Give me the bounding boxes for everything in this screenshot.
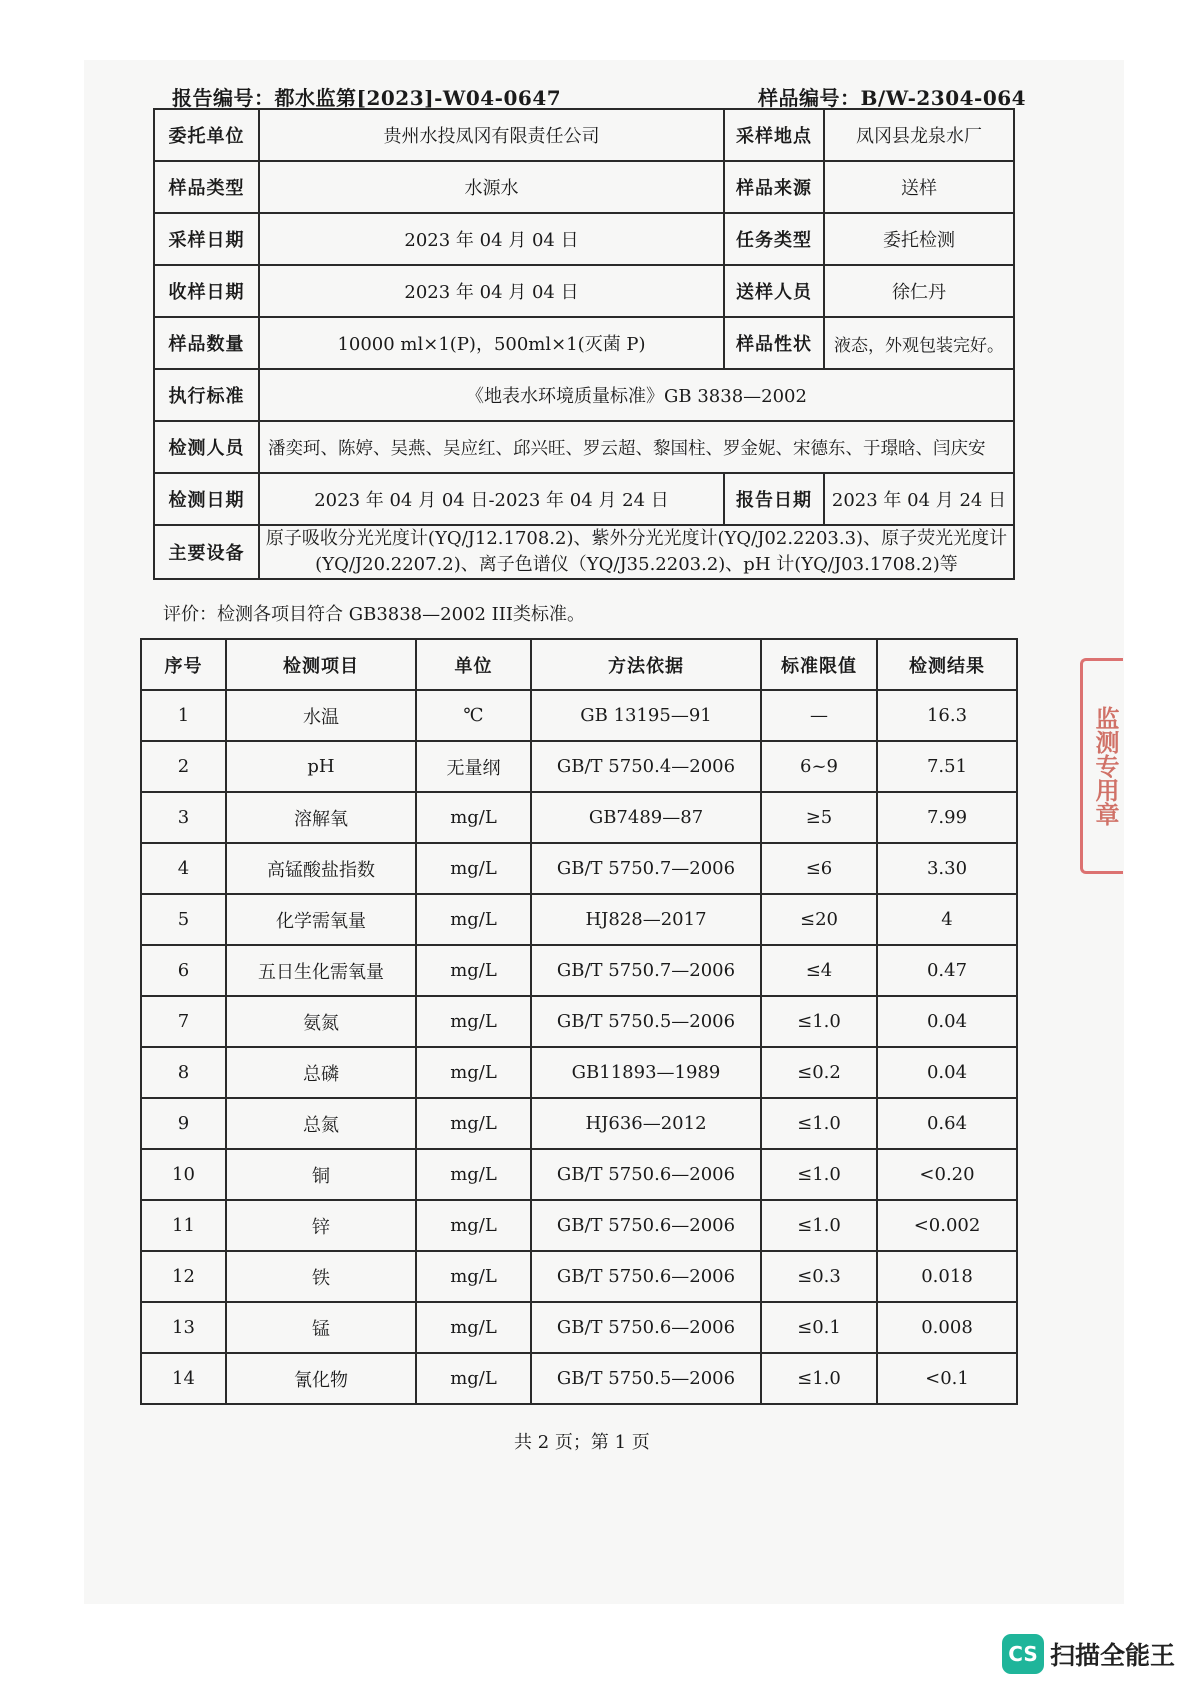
cell-unit: mg/L (416, 1098, 531, 1149)
cell-index: 9 (141, 1098, 226, 1149)
source-label: 样品来源 (724, 161, 824, 213)
cell-item: 总磷 (226, 1047, 416, 1098)
report-number: 报告编号：都水监第[2023]-W04-0647 (172, 86, 562, 110)
cell-unit: mg/L (416, 1200, 531, 1251)
cell-unit: mg/L (416, 1047, 531, 1098)
cell-limit: — (761, 690, 877, 741)
table-row (141, 843, 1017, 894)
cell-item: 铜 (226, 1149, 416, 1200)
cell-index: 10 (141, 1149, 226, 1200)
testers-value: 潘奕珂、陈婷、吴燕、吴应红、邱兴旺、罗云超、黎国柱、罗金妮、宋德东、于璟晗、闫庆安 (259, 421, 1014, 473)
cell-result: 0.018 (877, 1251, 1017, 1302)
cell-limit: ≥5 (761, 792, 877, 843)
cell-item: 高锰酸盐指数 (226, 843, 416, 894)
cell-unit: mg/L (416, 792, 531, 843)
cell-method: HJ828—2017 (531, 894, 761, 945)
cell-method: GB/T 5750.7—2006 (531, 843, 761, 894)
cell-index: 3 (141, 792, 226, 843)
type-value: 水源水 (259, 161, 724, 213)
camscanner-text: 扫描全能王 (1050, 1641, 1176, 1670)
red-seal-stamp: 监测专用章 (1080, 658, 1123, 874)
cell-index: 2 (141, 741, 226, 792)
cell-method: GB11893—1989 (531, 1047, 761, 1098)
testers-label: 检测人员 (154, 421, 259, 473)
cell-result: <0.002 (877, 1200, 1017, 1251)
cell-unit: mg/L (416, 1149, 531, 1200)
cell-item: 锌 (226, 1200, 416, 1251)
table-row (141, 894, 1017, 945)
cell-limit: ≤6 (761, 843, 877, 894)
equipment-line-2: (YQ/J20.2207.2)、离子色谱仪（YQ/J35.2203.2)、pH 计(YQ/J03.1708.2)等 (315, 554, 958, 575)
report-date-value: 2023 年 04 月 24 日 (824, 473, 1014, 525)
cell-result: 7.99 (877, 792, 1017, 843)
camscanner-logo-icon: CS (1002, 1634, 1044, 1674)
cell-item: 五日生化需氧量 (226, 945, 416, 996)
cell-limit: ≤0.2 (761, 1047, 877, 1098)
table-row (141, 1200, 1017, 1251)
cell-unit: mg/L (416, 1353, 531, 1404)
cell-item: 氰化物 (226, 1353, 416, 1404)
cell-result: <0.1 (877, 1353, 1017, 1404)
table-row (141, 792, 1017, 843)
cell-limit: ≤1.0 (761, 1149, 877, 1200)
table-row (141, 741, 1017, 792)
cell-item: 氨氮 (226, 996, 416, 1047)
cell-method: GB/T 5750.5—2006 (531, 996, 761, 1047)
source-value: 送样 (824, 161, 1014, 213)
results-table (140, 638, 1018, 1405)
sample-number: 样品编号：B/W-2304-064 (758, 86, 1027, 110)
cell-unit: ℃ (416, 690, 531, 741)
cell-result: 7.51 (877, 741, 1017, 792)
cell-unit: 无量纲 (416, 741, 531, 792)
sample-info-table (153, 108, 1015, 580)
cell-item: 水温 (226, 690, 416, 741)
cell-limit: 6~9 (761, 741, 877, 792)
cell-item: 总氮 (226, 1098, 416, 1149)
cell-limit: ≤0.1 (761, 1302, 877, 1353)
header-unit: 单位 (416, 639, 531, 690)
property-label: 样品性状 (724, 317, 824, 369)
equipment-label: 主要设备 (154, 525, 259, 579)
quantity-label: 样品数量 (154, 317, 259, 369)
cell-index: 4 (141, 843, 226, 894)
cell-limit: ≤4 (761, 945, 877, 996)
receive-date-value: 2023 年 04 月 04 日 (259, 265, 724, 317)
cell-index: 7 (141, 996, 226, 1047)
standard-value: 《地表水环境质量标准》GB 3838—2002 (259, 369, 1014, 421)
cell-method: GB/T 5750.6—2006 (531, 1251, 761, 1302)
cell-unit: mg/L (416, 894, 531, 945)
page-footer: 共 2 页；第 1 页 (514, 1432, 650, 1453)
cell-method: GB7489—87 (531, 792, 761, 843)
cell-item: 铁 (226, 1251, 416, 1302)
cell-limit: ≤1.0 (761, 1200, 877, 1251)
cell-unit: mg/L (416, 1302, 531, 1353)
header-method: 方法依据 (531, 639, 761, 690)
cell-method: GB/T 5750.6—2006 (531, 1149, 761, 1200)
standard-label: 执行标准 (154, 369, 259, 421)
cell-result: 0.47 (877, 945, 1017, 996)
cell-item: 化学需氧量 (226, 894, 416, 945)
cell-result: 0.04 (877, 1047, 1017, 1098)
sampling-date-label: 采样日期 (154, 213, 259, 265)
cell-method: GB/T 5750.6—2006 (531, 1200, 761, 1251)
client-label: 委托单位 (154, 109, 259, 161)
equipment-value (259, 525, 1014, 579)
cell-method: GB/T 5750.4—2006 (531, 741, 761, 792)
header-limit: 标准限值 (761, 639, 877, 690)
cell-index: 12 (141, 1251, 226, 1302)
cell-item: pH (226, 741, 416, 792)
receive-date-label: 收样日期 (154, 265, 259, 317)
table-row (141, 1098, 1017, 1149)
cell-limit: ≤0.3 (761, 1251, 877, 1302)
cell-result: 4 (877, 894, 1017, 945)
test-date-value: 2023 年 04 月 04 日-2023 年 04 月 24 日 (259, 473, 724, 525)
table-row (141, 945, 1017, 996)
cell-result: 0.008 (877, 1302, 1017, 1353)
cell-method: GB/T 5750.6—2006 (531, 1302, 761, 1353)
task-value: 委托检测 (824, 213, 1014, 265)
camscanner-watermark (1002, 1634, 1175, 1674)
cell-index: 1 (141, 690, 226, 741)
cell-method: GB 13195—91 (531, 690, 761, 741)
cell-unit: mg/L (416, 945, 531, 996)
sender-value: 徐仁丹 (824, 265, 1014, 317)
cell-result: <0.20 (877, 1149, 1017, 1200)
cell-index: 5 (141, 894, 226, 945)
cell-index: 14 (141, 1353, 226, 1404)
cell-item: 溶解氧 (226, 792, 416, 843)
property-value: 液态，外观包装完好。 (824, 317, 1014, 369)
table-row (141, 1302, 1017, 1353)
table-row (141, 1353, 1017, 1404)
results-header-row (141, 639, 1017, 690)
table-row (141, 690, 1017, 741)
cell-index: 11 (141, 1200, 226, 1251)
cell-limit: ≤20 (761, 894, 877, 945)
cell-index: 13 (141, 1302, 226, 1353)
cell-result: 16.3 (877, 690, 1017, 741)
site-label: 采样地点 (724, 109, 824, 161)
cell-limit: ≤1.0 (761, 1098, 877, 1149)
table-row (141, 1149, 1017, 1200)
cell-method: HJ636—2012 (531, 1098, 761, 1149)
table-row (141, 1047, 1017, 1098)
cell-result: 0.64 (877, 1098, 1017, 1149)
cell-unit: mg/L (416, 996, 531, 1047)
header-result: 检测结果 (877, 639, 1017, 690)
test-date-label: 检测日期 (154, 473, 259, 525)
quantity-value: 10000 ml×1(P)，500ml×1(灭菌 P) (259, 317, 724, 369)
table-row (141, 1251, 1017, 1302)
sender-label: 送样人员 (724, 265, 824, 317)
header-item: 检测项目 (226, 639, 416, 690)
cell-limit: ≤1.0 (761, 996, 877, 1047)
cell-index: 8 (141, 1047, 226, 1098)
equipment-line-1: 原子吸收分光光度计(YQ/J12.1708.2)、紫外分光光度计(YQ/J02.2203.3)、原子荧光光度计 (265, 528, 1008, 549)
sampling-date-value: 2023 年 04 月 04 日 (259, 213, 724, 265)
report-date-label: 报告日期 (724, 473, 824, 525)
cell-item: 锰 (226, 1302, 416, 1353)
table-row (141, 996, 1017, 1047)
cell-method: GB/T 5750.7—2006 (531, 945, 761, 996)
evaluation-text: 评价：检测各项目符合 GB3838—2002 III类标准。 (163, 604, 585, 625)
cell-unit: mg/L (416, 843, 531, 894)
cell-limit: ≤1.0 (761, 1353, 877, 1404)
task-label: 任务类型 (724, 213, 824, 265)
cell-unit: mg/L (416, 1251, 531, 1302)
type-label: 样品类型 (154, 161, 259, 213)
site-value: 凤冈县龙泉水厂 (824, 109, 1014, 161)
cell-result: 3.30 (877, 843, 1017, 894)
header-index: 序号 (141, 639, 226, 690)
cell-method: GB/T 5750.5—2006 (531, 1353, 761, 1404)
cell-result: 0.04 (877, 996, 1017, 1047)
client-value: 贵州水投凤冈有限责任公司 (259, 109, 724, 161)
cell-index: 6 (141, 945, 226, 996)
